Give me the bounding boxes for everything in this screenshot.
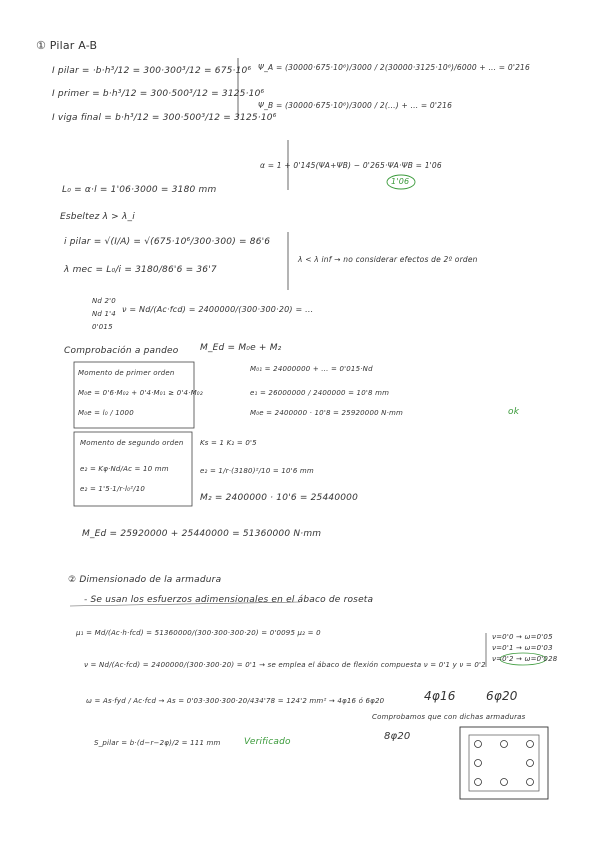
alpha-equation: α = 1 + 0'145(ΨA+ΨB) − 0'265·ΨA·ΨB = 1'06 bbox=[260, 161, 442, 170]
abaco-value: ν=0'0 → ω=0'05 bbox=[492, 633, 553, 641]
equation-line: I viga final = b·h³/12 = 300·500³/12 = 3125·10⁶ bbox=[52, 113, 277, 123]
psi-a-equation: Ψ_A = (30000·675·10⁶)/3000 / 2(30000·3125·10⁶)/6000 + ... = 0'216 bbox=[258, 63, 530, 72]
nd-value: Nd 1'4 bbox=[92, 310, 116, 318]
mu-equation: μ₁ = Md/(Ac·h·fcd) = 51360000/(300·300·300·20) = 0'0095 μ₂ = 0 bbox=[76, 629, 321, 637]
nu-equation: ν = Nd/(Ac·fcd) = 2400000/(300·300·20) = ... bbox=[122, 305, 314, 314]
bars-option-a: 4φ16 bbox=[424, 689, 456, 703]
section-1-heading: ① Pilar A-B bbox=[36, 39, 98, 52]
second-order-coef: Ks = 1 K₂ = 0'5 bbox=[200, 439, 257, 447]
lambda-equation: λ mec = L₀/i = 3180/86'6 = 36'7 bbox=[64, 265, 217, 275]
med-formula: M_Ed = M₀e + M₂ bbox=[200, 343, 282, 353]
first-order-result: M₀e = 2400000 · 10'8 = 25920000 N·mm bbox=[250, 409, 404, 417]
equation-line: I pilar = ·b·h³/12 = 300·300³/12 = 675·10⁶ bbox=[52, 66, 252, 76]
abaco-value: ν=0'2 → ω=0'028 bbox=[492, 655, 558, 663]
nd-value: Nd 2'0 bbox=[92, 297, 116, 305]
abaco-value: ν=0'1 → ω=0'03 bbox=[492, 644, 553, 652]
spacing-equation: S_pilar = b·(d−r−2φ)/2 = 111 mm bbox=[94, 739, 221, 747]
section-2-heading: ② Dimensionado de la armadura bbox=[68, 575, 222, 585]
nd-value: 0'015 bbox=[92, 323, 113, 331]
omega-equation: ω = As·fyd / Ac·fcd → As = 0'03·300·300·20/434'78 = 124'2 mm² → 4φ16 ó 6φ20 bbox=[86, 697, 385, 705]
bars-label: 8φ20 bbox=[384, 731, 411, 742]
check-mark: ok bbox=[508, 407, 520, 417]
section-2-subtitle: - Se usan los esfuerzos adimensionales en el ábaco de roseta bbox=[84, 595, 374, 605]
second-order-title: Momento de segundo orden bbox=[80, 439, 184, 447]
radius-gyration-equation: i pilar = √(I/A) = √(675·10⁶/300·300) = 86'6 bbox=[64, 237, 271, 247]
first-order-eq: M₀e = l₀ / 1000 bbox=[78, 409, 134, 417]
second-order-result: M₂ = 2400000 · 10'6 = 25440000 bbox=[200, 493, 359, 503]
second-order-eq: e₂ = 1'5·1/r·l₀²/10 bbox=[80, 485, 146, 493]
med-result: M_Ed = 25920000 + 25440000 = 51360000 N·mm bbox=[82, 529, 322, 539]
pandeo-title: Comprobación a pandeo bbox=[64, 346, 179, 356]
second-order-eq: e₂ = Kφ·Nd/Ac = 10 mm bbox=[80, 465, 169, 473]
psi-b-equation: Ψ_B = (30000·675·10⁶)/3000 / 2(...) + ... = 0'216 bbox=[258, 101, 453, 110]
verified-note: Verificado bbox=[244, 737, 291, 747]
side-note: Comprobamos que con dichas armaduras bbox=[372, 713, 526, 721]
first-order-result: M₀₁ = 24000000 + ... = 0'015·Nd bbox=[250, 365, 373, 373]
lo-equation: L₀ = α·l = 1'06·3000 = 3180 mm bbox=[62, 185, 217, 195]
first-order-title: Momento de primer orden bbox=[78, 369, 175, 377]
second-order-result: e₂ = 1/r·(3180)²/10 = 10'6 mm bbox=[200, 467, 314, 475]
alpha-circled-value: 1'06 bbox=[391, 177, 410, 186]
equation-line: I primer = b·h³/12 = 300·500³/12 = 3125·10⁶ bbox=[52, 89, 265, 99]
esbeltez-title: Esbeltez λ > λ_i bbox=[60, 212, 135, 222]
first-order-eq: M₀e = 0'6·M₀₂ + 0'4·M₀₁ ≥ 0'4·M₀₂ bbox=[78, 389, 203, 397]
bars-option-b: 6φ20 bbox=[486, 689, 518, 703]
nu2-equation: ν = Nd/(Ac·fcd) = 2400000/(300·300·20) = 0'1 → se emplea el ábaco de flexión compuesta ν = 0'1 y ν = 0'2 bbox=[84, 661, 486, 669]
lambda-conclusion: λ < λ inf → no considerar efectos de 2º orden bbox=[298, 255, 478, 264]
first-order-result: e₁ = 26000000 / 2400000 = 10'8 mm bbox=[250, 389, 390, 397]
